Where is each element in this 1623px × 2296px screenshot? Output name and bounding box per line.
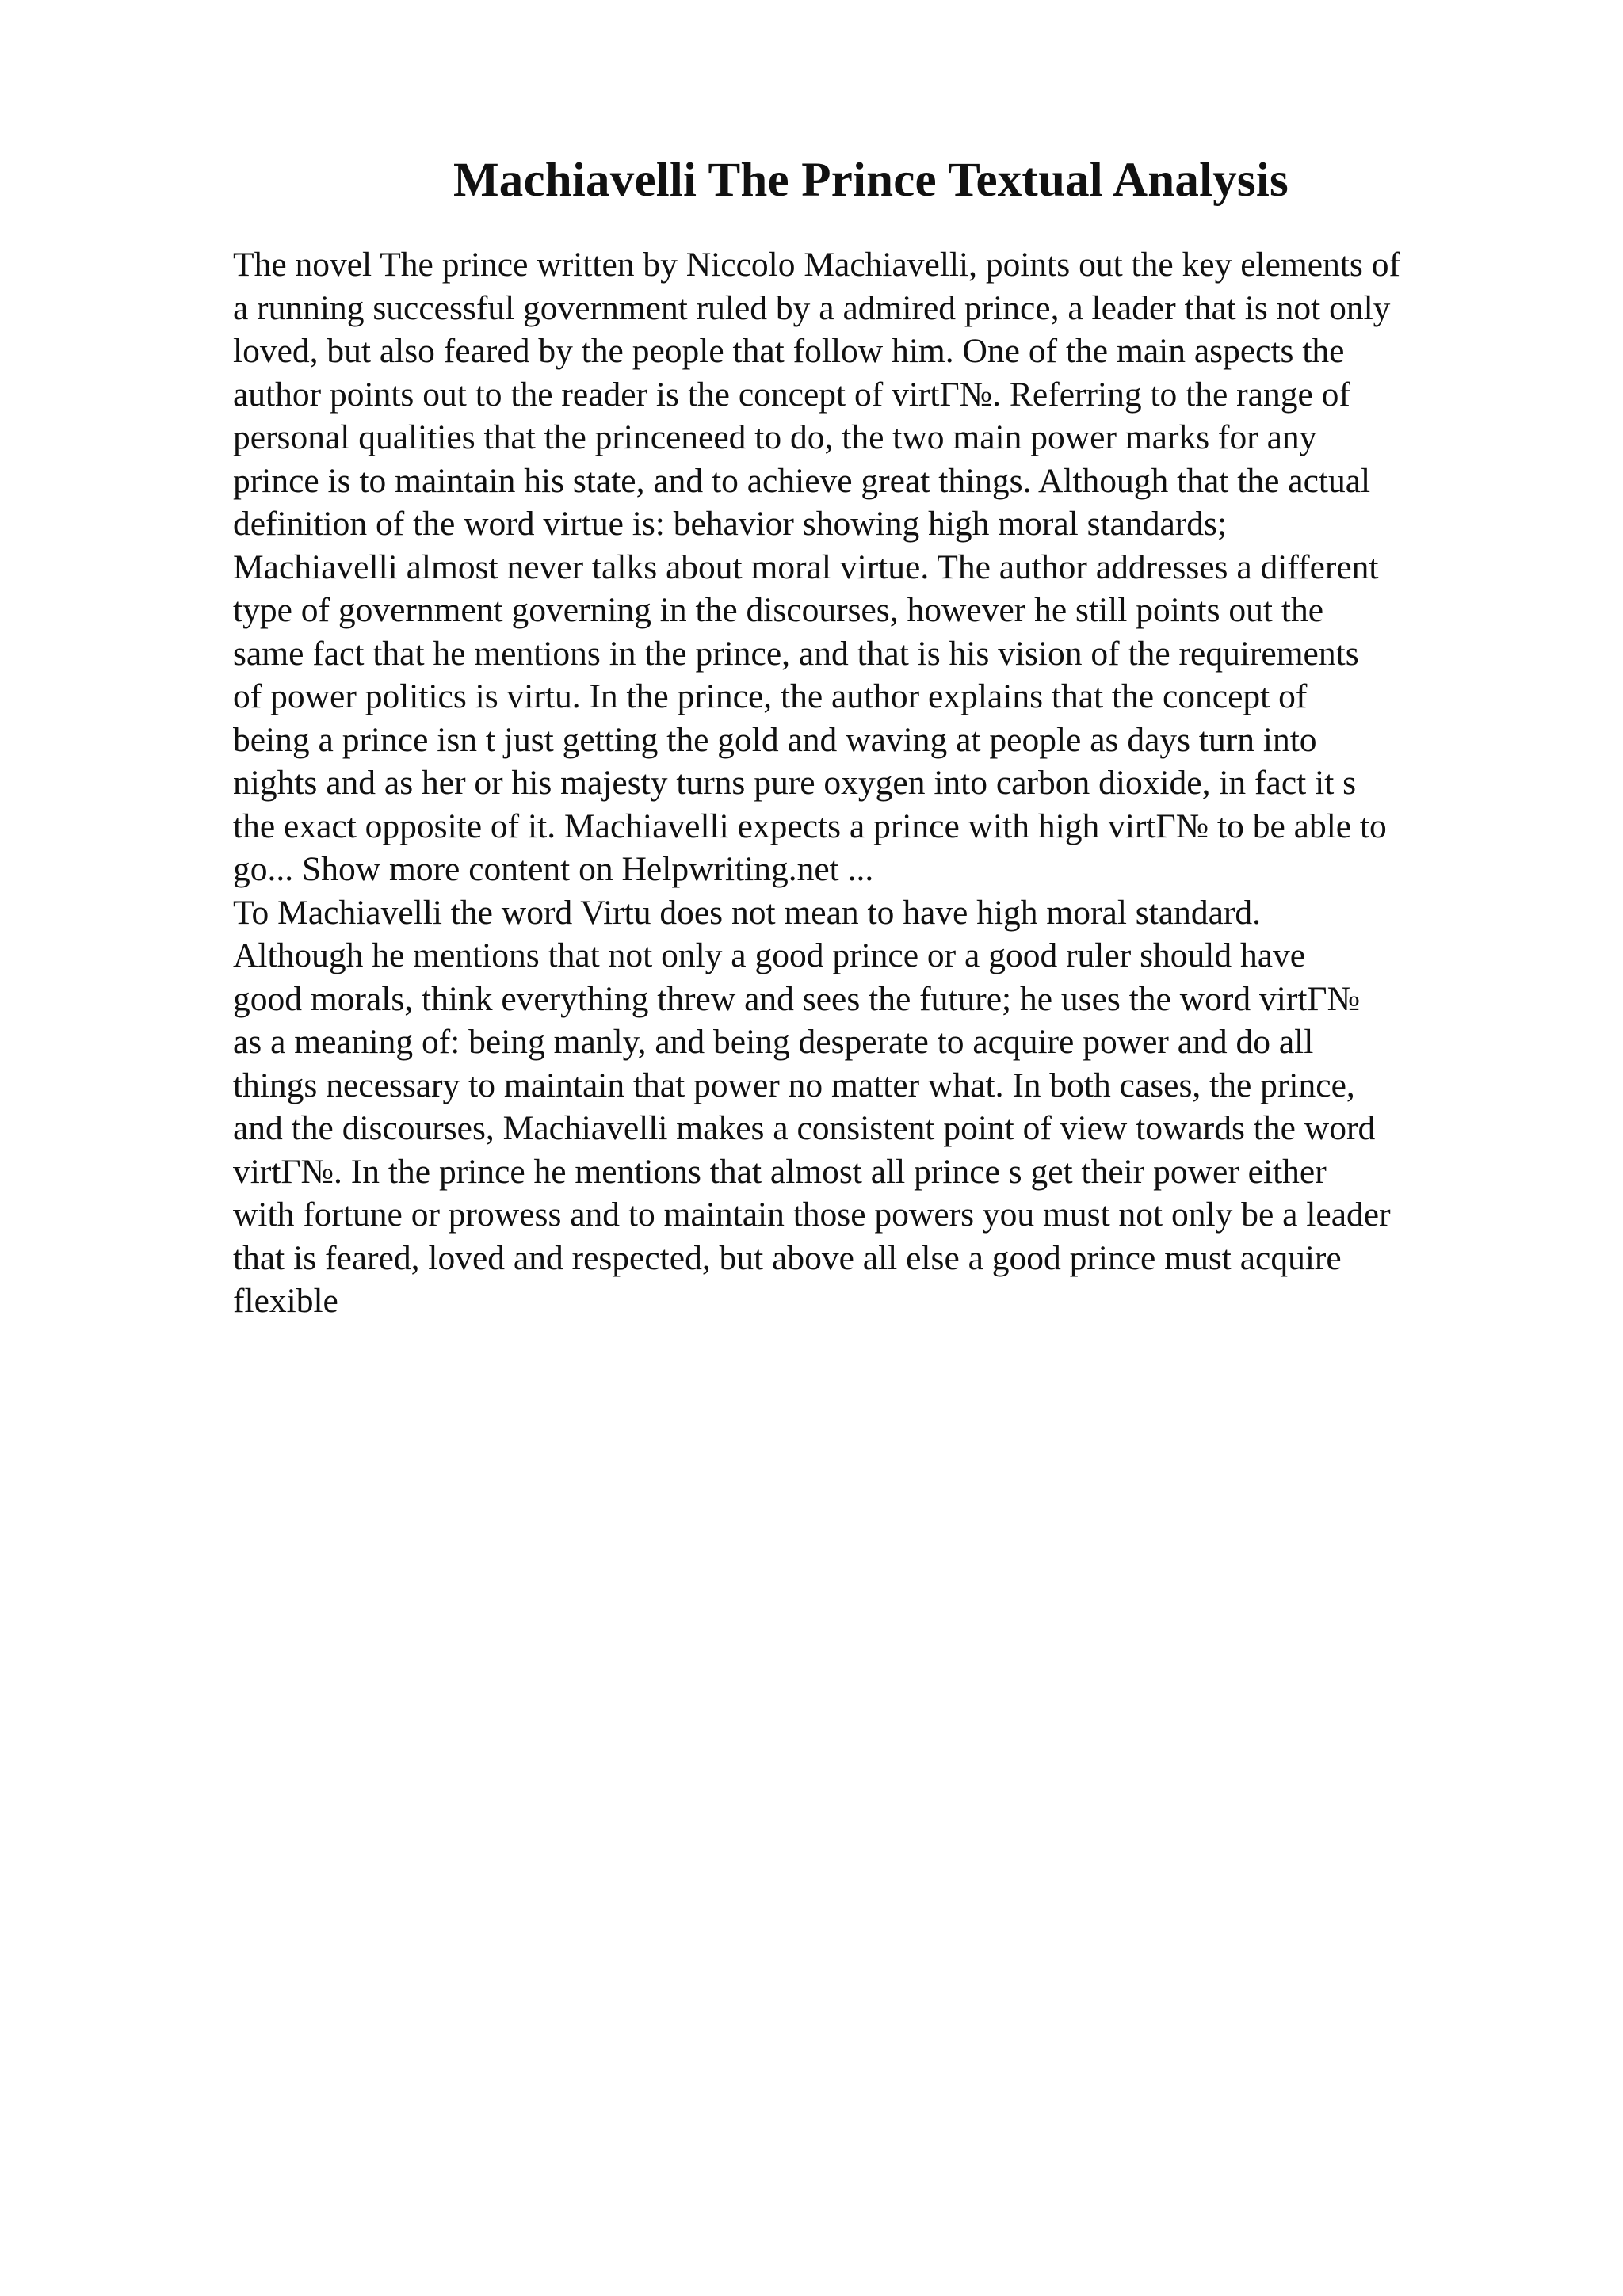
text-line: with fortune or prowess and to maintain those powers you must not only be a leader <box>233 1196 1391 1234</box>
text-line: and the discourses, Machiavelli makes a consistent point of view towards the word <box>233 1109 1376 1147</box>
text-line: a running successful government ruled by a admired prince, a leader that is not only <box>233 288 1391 327</box>
document-title: Machiavelli The Prince Textual Analysis <box>453 154 1289 207</box>
text-line: definition of the word virtue is: behavior showing high moral standards; <box>233 505 1228 543</box>
text-line: type of government governing in the discourses, however he still points out the <box>233 591 1324 629</box>
text-line: Although he mentions that not only a good prince or a good ruler should have <box>233 936 1306 974</box>
text-line: good morals, think everything threw and sees the future; he uses the word virtΓ№ <box>233 979 1361 1018</box>
text-line: as a meaning of: being manly, and being desperate to acquire power and do all <box>233 1023 1314 1061</box>
text-line: the exact opposite of it. Machiavelli expects a prince with high virtΓ№ to be able to <box>233 807 1387 845</box>
text-line: same fact that he mentions in the prince, and that is his vision of the requirements <box>233 634 1359 673</box>
text-line: flexible <box>233 1282 338 1320</box>
text-line: nights and as her or his majesty turns pure oxygen into carbon dioxide, in fact it s <box>233 764 1357 802</box>
text-line: loved, but also feared by the people that follow him. One of the main aspects the <box>233 332 1345 370</box>
text-line: author points out to the reader is the concept of virtΓ№. Referring to the range of <box>233 375 1350 414</box>
text-line: things necessary to maintain that power no matter what. In both cases, the prince, <box>233 1066 1355 1104</box>
text-line: virtΓ№. In the prince he mentions that almost all prince s get their power either <box>233 1152 1327 1191</box>
text-line: To Machiavelli the word Virtu does not mean to have high moral standard. <box>233 893 1262 932</box>
text-line: The novel The prince written by Niccolo Machiavelli, points out the key elements of <box>233 246 1400 284</box>
text-line: of power politics is virtu. In the prince, the author explains that the concept of <box>233 677 1308 715</box>
text-line: Machiavelli almost never talks about moral virtue. The author addresses a different <box>233 547 1379 586</box>
text-line: being a prince isn t just getting the gold and waving at people as days turn into <box>233 720 1317 759</box>
text-line: that is feared, loved and respected, but above all else a good prince must acquire <box>233 1238 1342 1277</box>
text-line: personal qualities that the princeneed to do, the two main power marks for any <box>233 418 1317 456</box>
document-body <box>233 243 1501 1323</box>
text-line: go... Show more content on Helpwriting.net ... <box>233 850 874 888</box>
text-line: prince is to maintain his state, and to achieve great things. Although that the actual <box>233 461 1371 500</box>
